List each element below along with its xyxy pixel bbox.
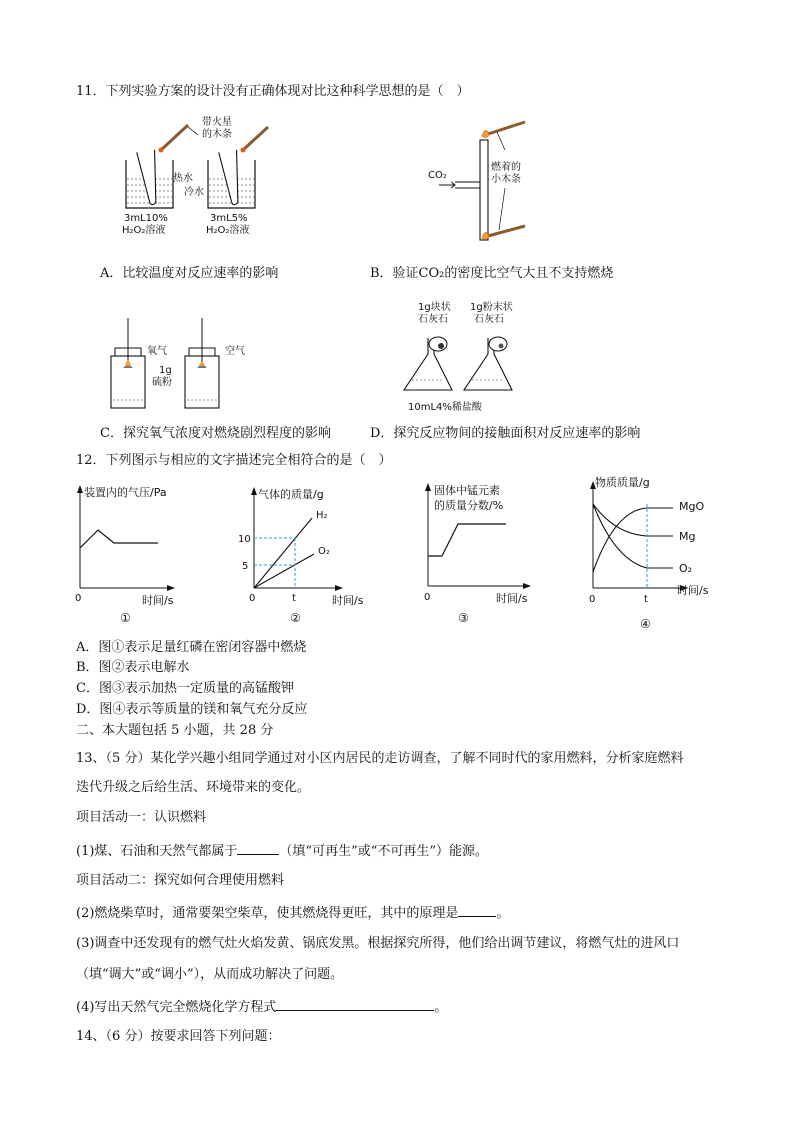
g2-origin: 0 [249,593,256,604]
q11-stem: 11．下列实验方案的设计没有正确体现对比这种科学思想的是（ ） [76,84,470,99]
fig-a-sol2-line1: 3mL5% [210,213,248,224]
g3-origin: 0 [424,592,431,603]
q13-part-1 [76,842,488,860]
q13-part-3-line-2: （填“调大”或“调小”），从而成功解决了问题。 [76,967,344,982]
q13-part-2-text-a: (2)燃烧柴草时，通常要架空柴草，使其燃烧得更旺，其中的原理是 [76,906,459,921]
g4-ylabel: 物质质量/g [595,476,650,489]
g1-xlabel: 时间/s [142,594,174,607]
q11-option-d: D．探究反应物间的接触面积对反应速率的影响 [370,426,641,441]
g2-y10: 10 [238,534,251,545]
q12-option-a: A．图①表示足量红磷在密闭容器中燃烧 [76,640,307,655]
fig-a-cold-label: 冷水 [184,187,204,198]
g3-ylabel-2: 的质量分数/% [434,499,504,512]
g2-ylabel: 气体的质量/g [258,488,324,501]
fig-b-splint-1: 燃着的 [491,162,521,173]
fig-a-sol2-line2: H₂O₂溶液 [206,225,250,236]
g2-t: t [292,593,296,604]
q13-blank-2[interactable] [458,904,496,917]
g4-origin: 0 [589,594,596,605]
fig-a-sol1-line2: H₂O₂溶液 [122,225,166,236]
fig-c-sulfur-2: 硫粉 [152,377,172,388]
g1-ylabel: 装置内的气压/Pa [84,486,167,499]
g1-number: ① [120,611,131,625]
q12-graph-1 [72,480,202,625]
fig-d-powder-2: 石灰石 [474,314,504,325]
fig-c-oxygen: 氧气 [147,346,167,357]
g4-number: ④ [640,617,651,631]
q13-part-2 [76,904,509,922]
q12-graph-2 [232,480,382,625]
q11-figure-b [425,120,535,245]
q12-option-d: D．图④表示等质量的镁和氧气充分反应 [76,702,308,717]
q13-part-3-line-1: (3)调查中还发现有的燃气灶火焰发黄、锅底发黑。根据探究所得，他们给出调节建议，将燃气灶的进风口 [76,936,680,951]
g3-ylabel-1: 固体中锰元素 [434,484,500,497]
g4-t: t [644,594,648,605]
g2-xlabel: 时间/s [332,594,364,607]
g4-o2: O₂ [679,562,693,575]
g2-number: ② [290,611,301,625]
q12-stem: 12．下列图示与相应的文字描述完全相符合的是（ ） [76,453,392,468]
q11-figure-c [105,318,245,413]
fig-c-air: 空气 [225,346,245,357]
q13-part-1-text-b: （填“可再生”或“不可再生”）能源。 [279,844,489,859]
q12-graph-4 [585,470,740,630]
fig-a-sol1-line1: 3mL10% [124,213,168,224]
g1-origin: 0 [75,593,82,604]
fig-a-splint-label-2: 的木条 [202,129,232,140]
fig-d-powder-1: 1g粉末状 [470,302,513,313]
q14-stem: 14、（6 分）按要求回答下列问题： [76,1029,281,1044]
q12-option-b: B．图②表示电解水 [76,660,190,675]
q13-part-4-text-a: (4)写出天然气完全燃烧化学方程式 [76,1000,277,1015]
g4-mg: Mg [679,530,696,543]
q13-part-4-text-b: 。 [434,1000,448,1015]
q13-part-2-text-b: 。 [496,906,510,921]
q11-option-b: B．验证CO₂的密度比空气大且不支持燃烧 [370,266,614,281]
q11-option-a: A．比较温度对反应速率的影响 [100,266,279,281]
g2-y5: 5 [242,561,249,572]
fig-d-acid: 10mL4%稀盐酸 [408,402,482,413]
q13-activity-1: 项目活动一：认识燃料 [76,810,207,825]
fig-b-gas-label: CO₂ [428,170,447,181]
fig-c-sulfur-1: 1g [159,365,172,376]
fig-a-splint-label-1: 带火星 [202,117,232,128]
q13-line-2: 迭代升级之后给生活、环境带来的变化。 [76,780,311,795]
g2-h2: H₂ [316,510,328,521]
q12-option-c: C．图③表示加热一定质量的高锰酸钾 [76,681,294,696]
fig-b-splint-2: 小木条 [491,174,521,185]
q13-blank-1[interactable] [237,842,279,855]
q12-graph-3 [420,478,550,625]
q13-line-1: 13、（5 分）某化学兴趣小组同学通过对小区内居民的走访调查，了解不同时代的家用燃料，分析家庭燃料 [76,751,684,766]
q13-blank-4[interactable] [276,998,434,1011]
q11-figure-d [398,300,538,415]
fig-d-lump-1: 1g块状 [418,302,451,313]
g3-number: ③ [458,611,469,625]
fig-d-lump-2: 石灰石 [418,314,448,325]
section-2-heading: 二、本大题包括 5 小题，共 28 分 [76,723,274,738]
q11-figure-a [118,115,268,240]
q11-option-c: C．探究氧气浓度对燃烧剧烈程度的影响 [100,426,331,441]
fig-a-hot-label: 热水 [173,173,193,184]
g3-xlabel: 时间/s [496,592,528,605]
q13-activity-2: 项目活动二：探究如何合理使用燃料 [76,873,285,888]
g2-o2: O₂ [318,546,330,557]
q13-part-4 [76,998,447,1016]
g4-xlabel: 时间/s [677,584,709,597]
q13-part-1-text-a: (1)煤、石油和天然气都属于 [76,844,238,859]
g4-mgo: MgO [679,500,705,513]
